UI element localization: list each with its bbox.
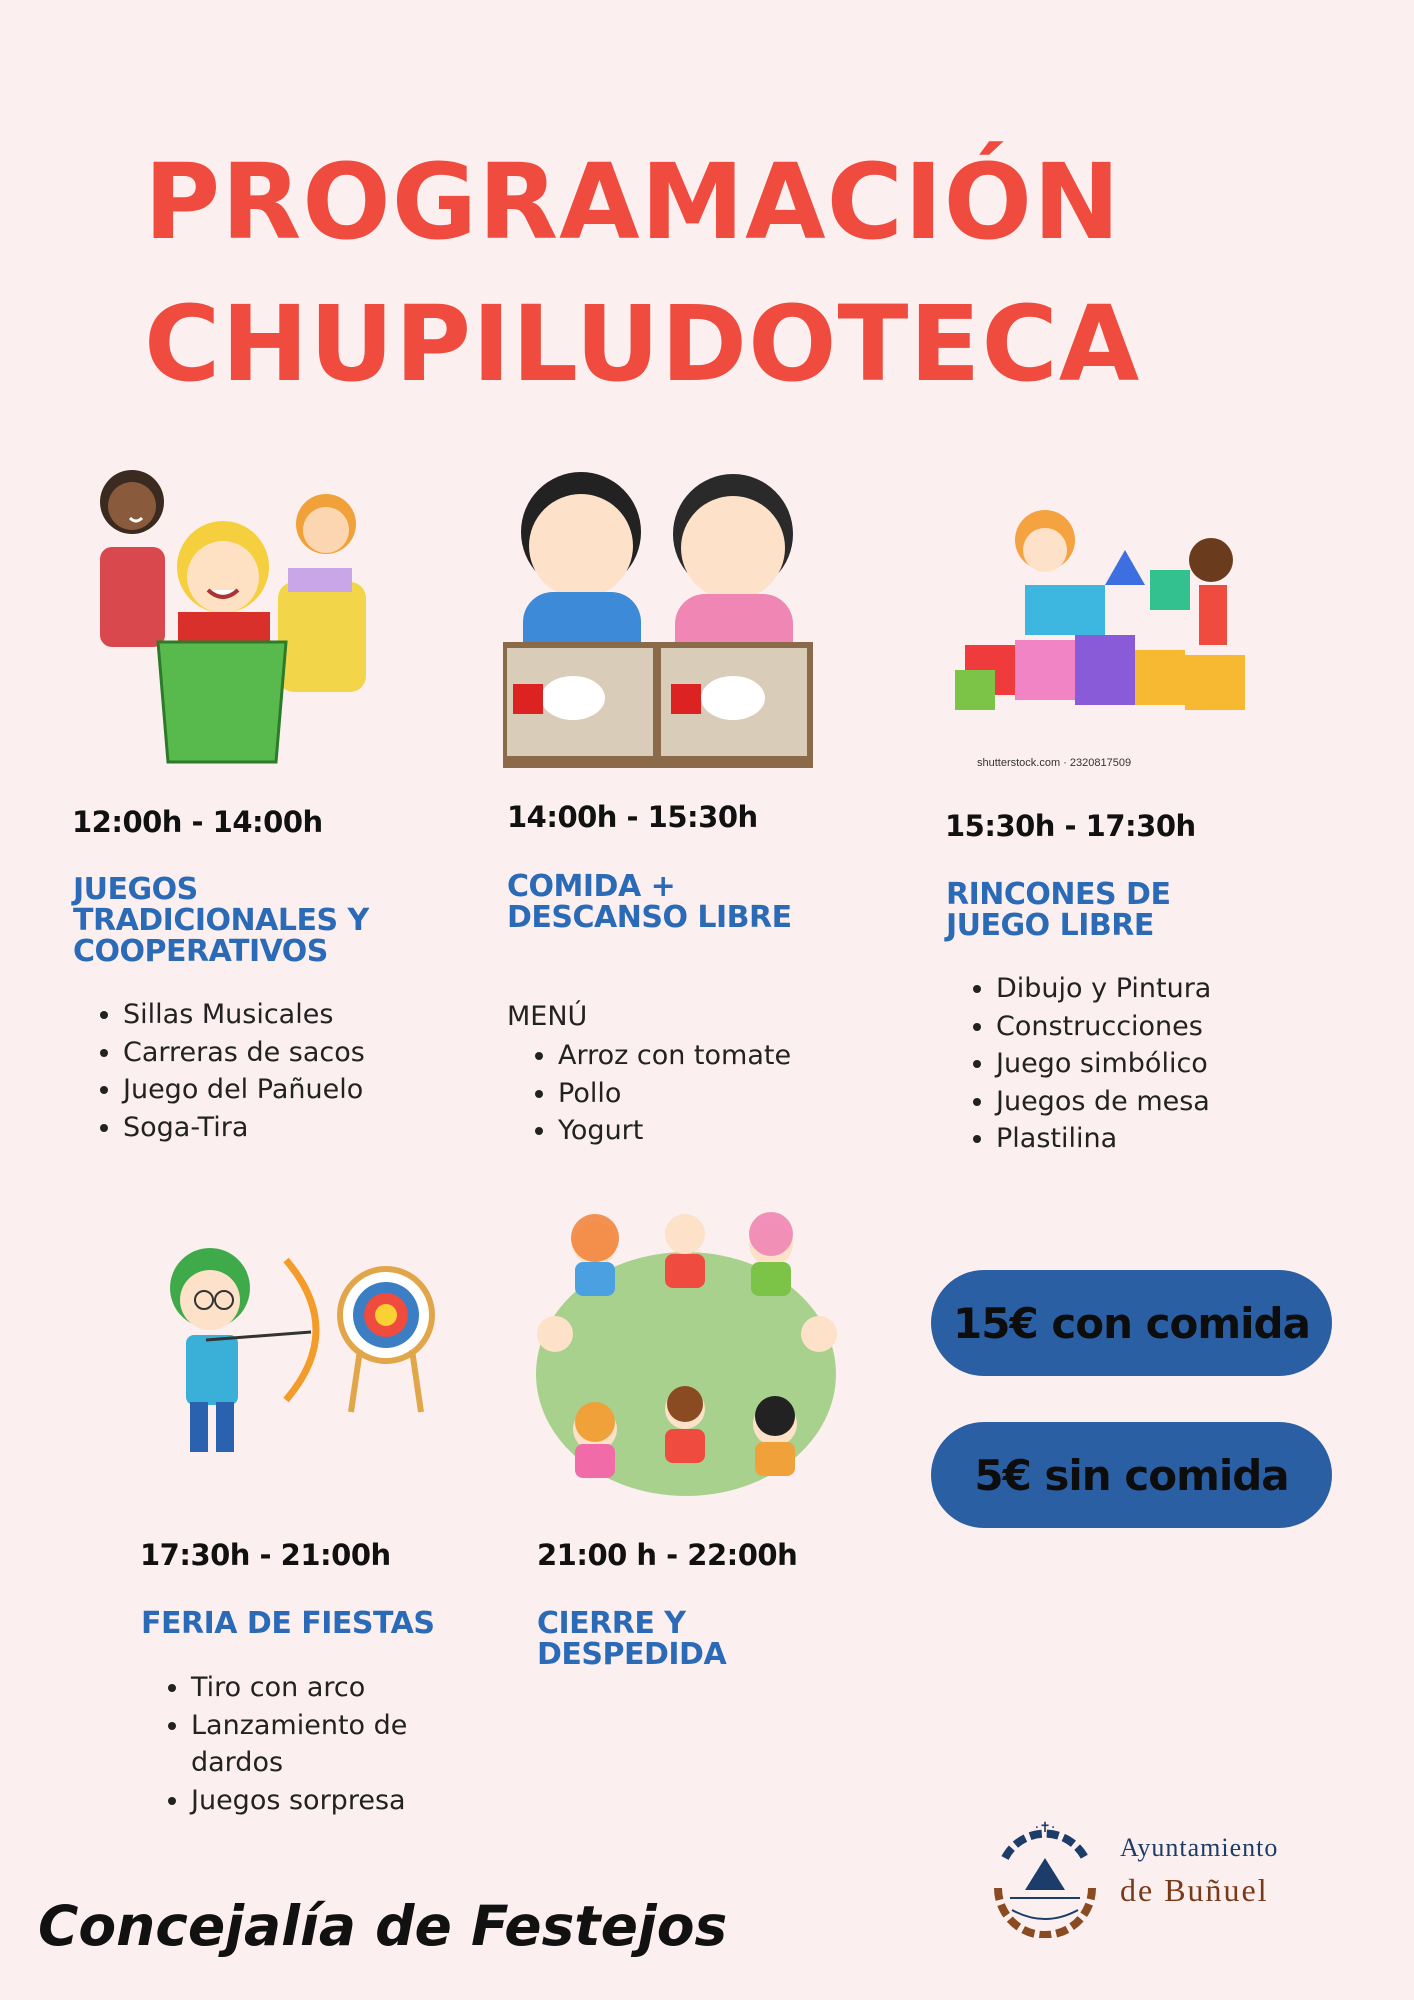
time-slot-4: 17:30h - 21:00h <box>140 1538 391 1572</box>
activity-heading-2: COMIDA + DESCANSO LIBRE <box>507 869 792 935</box>
list-item: • Carreras de sacos <box>123 1034 365 1072</box>
list-item: • Juego simbólico <box>996 1045 1211 1083</box>
list-item: • Dibujo y Pintura <box>996 970 1211 1008</box>
list-item: • Tiro con arco <box>191 1669 491 1707</box>
footer-department: Concejalía de Festejos <box>38 1894 728 1958</box>
activity-heading-4: FERIA DE FIESTAS <box>141 1606 435 1641</box>
activity-list-2 <box>510 1037 791 1150</box>
list-item: • Yogurt <box>558 1112 791 1150</box>
menu-label: MENÚ <box>507 1001 588 1032</box>
price-without-meal-badge: 5€ sin comida <box>931 1422 1332 1528</box>
list-item: • Juegos sorpresa <box>191 1782 491 1820</box>
archery-illustration <box>146 1240 436 1465</box>
svg-text:·✝·: ·✝· <box>1034 1820 1056 1836</box>
page-title-line2: CHUPILUDOTECA <box>144 283 1141 405</box>
town-hall-emblem-icon <box>990 1818 1100 1938</box>
activity-heading-1: JUEGOS TRADICIONALES Y COOPERATIVOS <box>73 872 369 969</box>
list-item: • Construcciones <box>996 1008 1211 1046</box>
price-with-meal-badge: 15€ con comida <box>931 1270 1332 1376</box>
page-title-line1: PROGRAMACIÓN <box>144 141 1122 263</box>
kids-eating-illustration <box>503 462 813 768</box>
activity-list-1 <box>75 996 365 1146</box>
list-item: • Soga-Tira <box>123 1109 365 1147</box>
kids-circle-illustration <box>535 1204 837 1498</box>
list-item: • Plastilina <box>996 1120 1211 1158</box>
time-slot-2: 14:00h - 15:30h <box>507 800 758 834</box>
list-item: • Lanzamiento de dardos <box>191 1707 491 1782</box>
activity-heading-5: CIERRE Y DESPEDIDA <box>537 1606 727 1672</box>
list-item: • Juego del Pañuelo <box>123 1071 365 1109</box>
building-blocks-illustration <box>955 490 1255 720</box>
list-item: • Arroz con tomate <box>558 1037 791 1075</box>
image-watermark: shutterstock.com · 2320817509 <box>977 757 1132 769</box>
list-item: • Pollo <box>558 1075 791 1113</box>
logo-line1: Ayuntamiento <box>1120 1833 1279 1862</box>
logo-line2: de Buñuel <box>1120 1872 1269 1908</box>
time-slot-1: 12:00h - 14:00h <box>72 805 323 839</box>
activity-heading-3: RINCONES DE JUEGO LIBRE <box>946 877 1171 943</box>
sack-race-illustration <box>90 462 380 774</box>
list-item: • Sillas Musicales <box>123 996 365 1034</box>
time-slot-3: 15:30h - 17:30h <box>945 809 1196 843</box>
time-slot-5: 21:00 h - 22:00h <box>537 1538 798 1572</box>
activity-list-4 <box>143 1669 491 1819</box>
activity-list-3 <box>948 970 1211 1158</box>
list-item: • Juegos de mesa <box>996 1083 1211 1121</box>
